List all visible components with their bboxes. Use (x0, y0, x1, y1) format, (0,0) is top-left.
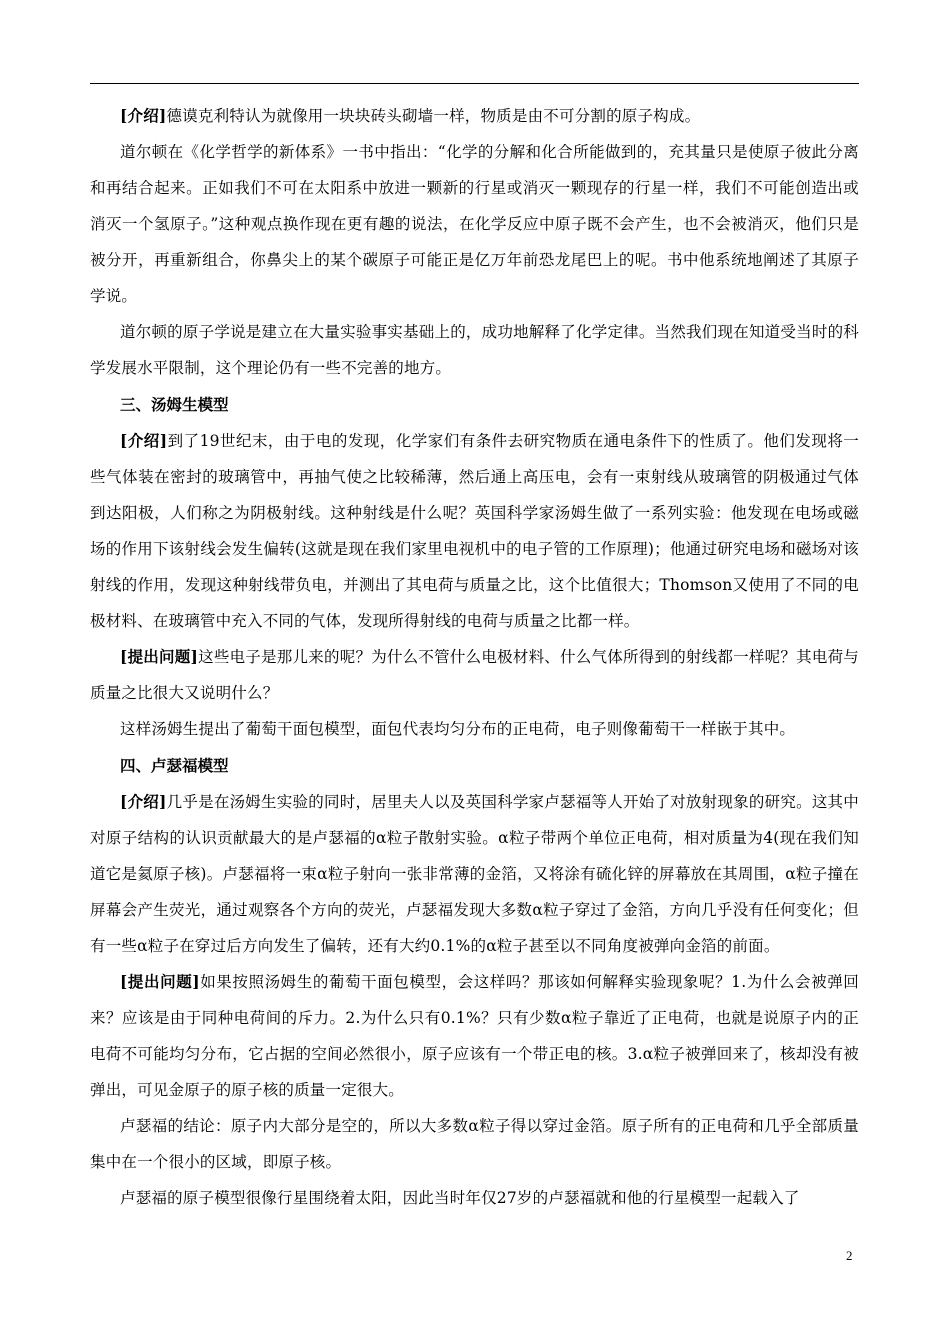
paragraph-text: 如果按照汤姆生的葡萄干面包模型，会这样吗？那该如何解释实验现象呢？1.为什么会被弹回来？应该是由于同种电荷间的斥力。2.为什么只有0.1%？只有少数α粒子靠近了正电荷，也就是说原子内的正电荷不可能均匀分布，它占据的空间必然很小，原子应该有一个带正电的核。3.α粒子被弹回来了，核却没有被弹出，可见金原子的原子核的质量一定很大。 (90, 973, 859, 1099)
paragraph-planetary-model (90, 1180, 859, 1216)
paragraph-text: 德谟克利特认为就像用一块块砖头砌墙一样，物质是由不可分割的原子构成。 (166, 107, 701, 125)
paragraph-plum-pudding (90, 711, 859, 747)
intro-tag: [介绍] (120, 431, 168, 450)
paragraph-intro-rutherford (90, 784, 859, 964)
paragraph-text: 几乎是在汤姆生实验的同时，居里夫人以及英国科学家卢瑟福等人开始了对放射现象的研究。这其中对原子结构的认识贡献最大的是卢瑟福的α粒子散射实验。α粒子带两个单位正电荷，相对质量为4(现在我们知道它是氦原子核)。卢瑟福将一束α粒子射向一张非常薄的金箔，又将涂有硫化锌的屏幕放在其周围，α粒子撞在屏幕会产生荧光，通过观察各个方向的荧光，卢瑟福发现大多数α粒子穿过了金箔，方向几乎没有任何变化；但有一些α粒子在穿过后方向发生了偏转，还有大约0.1%的α粒子甚至以不同角度被弹向金箔的前面。 (90, 793, 859, 955)
paragraph-intro-thomson (90, 423, 859, 639)
intro-tag: [介绍] (120, 106, 167, 125)
section-heading-rutherford: 四、卢瑟福模型 (120, 756, 229, 775)
paragraph-text: 到了19世纪末，由于电的发现，化学家们有条件去研究物质在通电条件下的性质了。他们发现将一些气体装在密封的玻璃管中，再抽气使之比较稀薄，然后通上高压电，会有一束射线从玻璃管的阴极通过气体到达阳极，人们称之为阴极射线。这种射线是什么呢？英国科学家汤姆生做了一系列实验：他发现在电场或磁场的作用下该射线会发生偏转(这就是现在我们家里电视机中的电子管的工作原理)；他通过研究电场和磁场对该射线的作用，发现这种射线带负电，并测出了其电荷与质量之比，这个比值很大；Thomson又使用了不同的电极材料、在玻璃管中充入不同的气体，发现所得射线的电荷与质量之比都一样。 (90, 432, 860, 630)
page-number: 2 (846, 1248, 853, 1263)
paragraph-text: 道尔顿在《化学哲学的新体系》一书中指出：“化学的分解和化合所能做到的，充其量只是使原子彼此分离和再结合起来。正如我们不可在太阳系中放进一颗新的行星或消灭一颗现存的行星一样，我们不可能创造出或消灭一个氢原子。”这种观点换作现在更有趣的说法，在化学反应中原子既不会产生，也不会被消灭，他们只是被分开，再重新组合，你鼻尖上的某个碳原子可能正是亿万年前恐龙尾巴上的呢。书中他系统地阐述了其原子学说。 (90, 143, 859, 305)
question-tag: [提出问题] (120, 972, 200, 991)
paragraph-rutherford-conclusion (90, 1108, 859, 1180)
paragraph-question-rutherford (90, 964, 859, 1108)
paragraph-text: 卢瑟福的原子模型很像行星围绕着太阳，因此当时年仅27岁的卢瑟福就和他的行星模型一起载入了 (120, 1189, 800, 1207)
question-tag: [提出问题] (120, 647, 199, 666)
paragraph-text: 这些电子是那儿来的呢？为什么不管什么电极材料、什么气体所得到的射线都一样呢？其电荷与质量之比很大又说明什么？ (90, 648, 860, 702)
intro-tag: [介绍] (120, 792, 167, 811)
paragraph-text: 这样汤姆生提出了葡萄干面包模型，面包代表均匀分布的正电荷，电子则像葡萄干一样嵌于其中。 (120, 720, 796, 738)
paragraph-text: 卢瑟福的结论：原子内大部分是空的，所以大多数α粒子得以穿过金箔。原子所有的正电荷和几乎全部质量集中在一个很小的区域，即原子核。 (90, 1117, 859, 1171)
paragraph-question-thomson (90, 639, 859, 711)
document-body (90, 98, 859, 1216)
header-rule (90, 83, 859, 84)
paragraph-text: 道尔顿的原子学说是建立在大量实验事实基础上的，成功地解释了化学定律。当然我们现在知道受当时的科学发展水平限制，这个理论仍有一些不完善的地方。 (90, 323, 859, 377)
section-heading-thomson: 三、汤姆生模型 (120, 395, 229, 414)
paragraph-dalton-theory (90, 314, 859, 386)
paragraph-dalton-quote (90, 134, 859, 314)
paragraph-intro-democritus (90, 98, 859, 134)
